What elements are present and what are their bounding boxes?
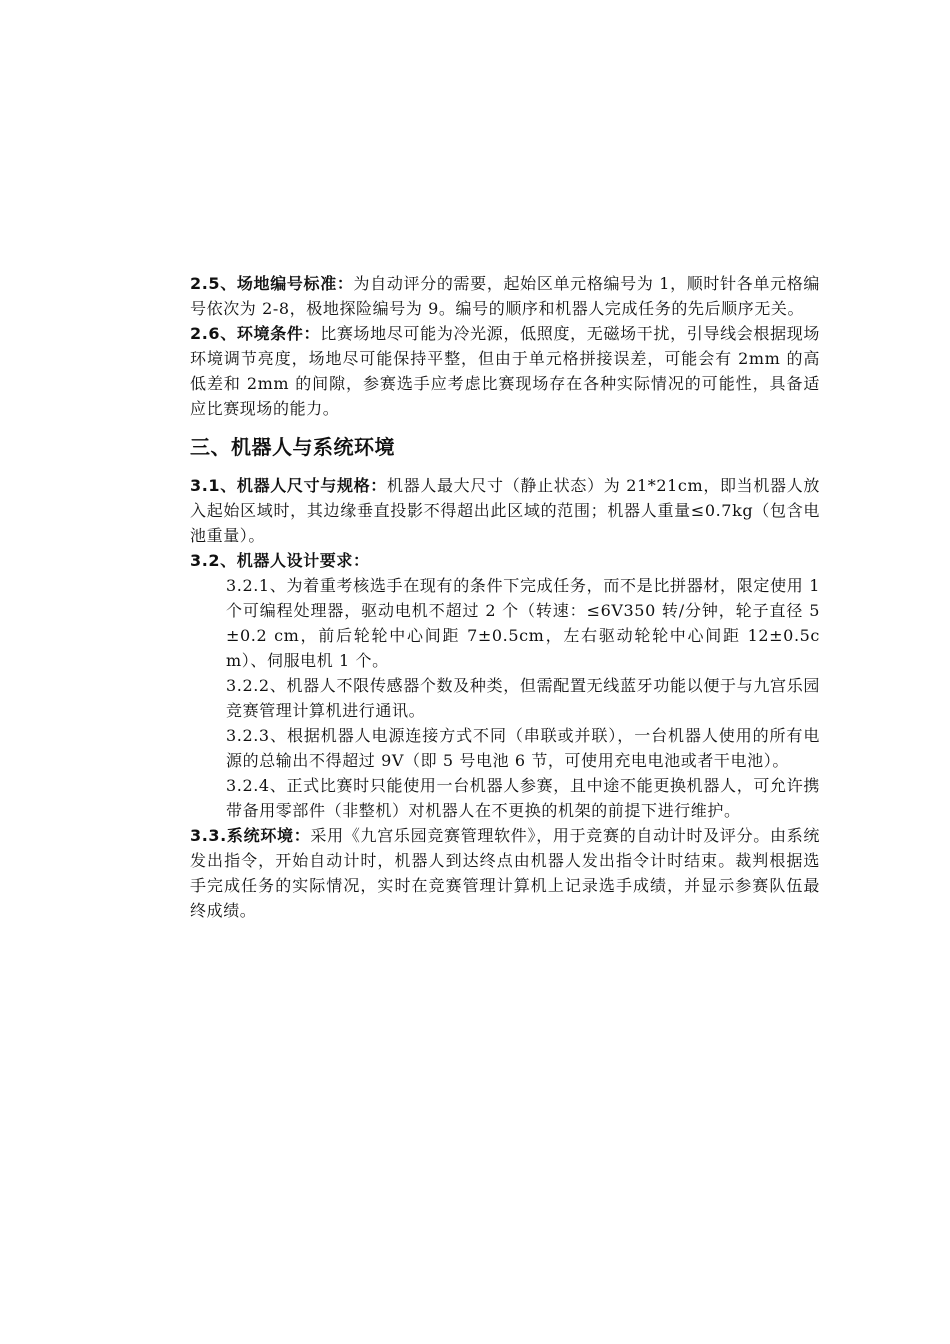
section-3-3 [190, 823, 820, 923]
section-2-6-text: 比赛场地尽可能为冷光源，低照度，无磁场干扰，引导线会根据现场环境调节亮度，场地尽可能保持平整，但由于单元格拼接误差，可能会有 2mm 的高低差和 2mm 的间隙，参赛选手应考虑比赛现场存在各种实际情况的可能性，具备适应比赛现场的能力。 [190, 324, 820, 418]
section-2-5-label: 2.5、场地编号标准： [190, 274, 354, 293]
section-2-5-text: 为自动评分的需要，起始区单元格编号为 1，顺时针各单元格编号依次为 2-8，极地探险编号为 9。编号的顺序和机器人完成任务的先后顺序无关。 [190, 274, 820, 318]
section-3-2-label: 3.2、机器人设计要求： [190, 551, 370, 570]
clause-3-2-1: 3.2.1、为着重考核选手在现有的条件下完成任务，而不是比拼器材，限定使用 1 个可编程处理器，驱动电机不超过 2 个（转速：≤6V350 转/分钟，轮子直径 5±0.2 cm，前后轮轮中心间距 7±0.5cm，左右驱动轮轮中心间距 12±0.5cm）、伺服电机 1 个。 [226, 576, 820, 670]
section-3-1 [190, 473, 820, 548]
section-3-3-label: 3.3.系统环境： [190, 826, 311, 845]
section-3-1-text: 机器人最大尺寸（静止状态）为 21*21cm，即当机器人放入起始区域时，其边缘垂直投影不得超出此区域的范围；机器人重量≤0.7kg（包含电池重量）。 [190, 476, 820, 545]
clause-3-2-3: 3.2.3、根据机器人电源连接方式不同（串联或并联），一台机器人使用的所有电源的总输出不得超过 9V（即 5 号电池 6 节，可使用充电电池或者干电池）。 [226, 726, 820, 770]
section-2-6-label: 2.6、环境条件： [190, 324, 321, 343]
section-2-6 [190, 321, 820, 421]
document-page [190, 271, 820, 923]
clause-3-2-4: 3.2.4、正式比赛时只能使用一台机器人参赛，且中途不能更换机器人，可允许携带备用零部件（非整机）对机器人在不更换的机架的前提下进行维护。 [226, 776, 820, 820]
chapter-3-heading: 三、机器人与系统环境 [190, 435, 395, 459]
section-3-3-text: 采用《九宫乐园竞赛管理软件》，用于竞赛的自动计时及评分。由系统发出指令，开始自动计时，机器人到达终点由机器人发出指令计时结束。裁判根据选手完成任务的实际情况，实时在竞赛管理计算机上记录选手成绩，并显示参赛队伍最终成绩。 [190, 826, 820, 920]
clause-3-2-2: 3.2.2、机器人不限传感器个数及种类，但需配置无线蓝牙功能以便于与九宫乐园竞赛管理计算机进行通讯。 [226, 676, 820, 720]
section-3-2 [190, 548, 820, 573]
section-3-1-label: 3.1、机器人尺寸与规格： [190, 476, 387, 495]
section-2-5 [190, 271, 820, 321]
